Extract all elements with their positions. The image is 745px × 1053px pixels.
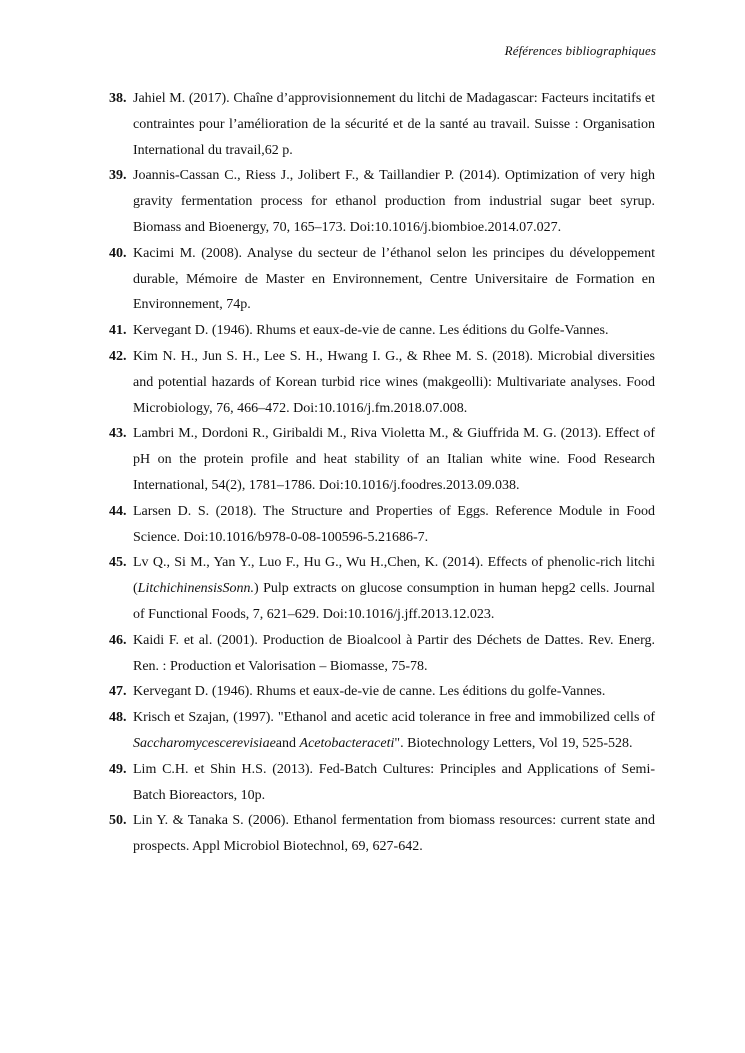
reference-list <box>108 86 655 860</box>
reference-text <box>133 710 655 751</box>
reference-number: 38. <box>109 91 127 106</box>
reference-number: 40. <box>109 245 127 261</box>
reference-number: 50. <box>109 813 127 829</box>
reference-text <box>133 349 655 416</box>
reference-text-segment: Kim N. H., Jun S. H., Lee S. H., Hwang I. G., & Rhee M. S. (2018). Microbial diversities and potential hazards of Korean turbid rice wines (makgeolli): Multivariate analyses. Food Microbiology, 76, 466–472. Doi:10.1016/j.fm.2018.07.008. <box>133 348 655 416</box>
reference-text-segment: ) Pulp extracts on glucose consumption in human hepg2 cells. Journal of Functional Foods, 7, 621–629. Doi:10.1016/j.jff.2013.12.023. <box>133 581 655 622</box>
reference-text <box>133 426 655 493</box>
reference-number: 46. <box>109 632 127 648</box>
reference-item <box>108 628 655 680</box>
reference-item <box>108 344 655 421</box>
reference-item <box>108 499 655 551</box>
reference-text-segment: Kacimi M. (2008). Analyse du secteur de l’éthanol selon les principes du développement durable, Mémoire de Master en Environnement, Centre Universitaire de Formation en Environnement, 74p. <box>133 245 655 313</box>
reference-italic-segment: LitchichinensisSonn. <box>137 581 254 597</box>
reference-text-segment: and <box>275 735 300 751</box>
reference-text-segment: Kaidi F. et al. (2001). Production de Bioalcool à Partir des Déchets de Dattes. Rev. Energ. Ren. : Production et Valorisation – Biomasse, 75-78. <box>133 632 655 674</box>
reference-text-segment: Joannis-Cassan C., Riess J., Jolibert F., & Taillandier P. (2014). Optimization of very high gravity fermentation process for ethanol production from industrial sugar beet syrup. Biomass and Bioenergy, 70, 165–173. Doi:10.1016/j.biombioe.2014.07.027. <box>133 168 655 235</box>
reference-item <box>108 86 655 163</box>
reference-text <box>133 504 655 545</box>
running-header: Références bibliographiques <box>504 43 656 58</box>
reference-item <box>108 421 655 498</box>
reference-text <box>133 555 655 622</box>
reference-text <box>133 762 655 803</box>
reference-number: 42. <box>109 348 127 364</box>
reference-text-segment: Lv Q., Si M., Yan Y., Luo F., Hu G., Wu H.,Chen, K. (2014). Effects of phenolic-rich litchi ( <box>133 555 655 597</box>
reference-italic-segment: Saccharomycescerevisiae <box>133 735 276 751</box>
reference-item <box>108 550 655 627</box>
reference-text <box>133 323 608 338</box>
reference-number: 49. <box>109 761 127 777</box>
reference-text-segment: Lin Y. & Tanaka S. (2006). Ethanol fermentation from biomass resources: current state and prospects. Appl Microbiol Biotechnol, 69, 627-642. <box>133 813 655 855</box>
reference-item <box>108 705 655 757</box>
reference-number: 47. <box>109 684 127 700</box>
reference-item <box>108 757 655 809</box>
reference-number: 44. <box>109 503 127 519</box>
reference-text-segment: Jahiel M. (2017). Chaîne d’approvisionnement du litchi de Madagascar: Facteurs incitatifs et contraintes pour l’amélioration de la sécurité et de la santé au travail. Suisse : Organisation International du travail,62 p. <box>133 91 655 158</box>
reference-item <box>108 808 655 860</box>
reference-item <box>108 241 655 318</box>
reference-item <box>108 318 655 344</box>
reference-text <box>133 633 655 674</box>
reference-number: 39. <box>109 168 127 184</box>
reference-number: 48. <box>109 710 127 726</box>
reference-text-segment: Kervegant D. (1946). Rhums et eaux-de-vie de canne. Les éditions du golfe-Vannes. <box>133 684 606 700</box>
reference-text-segment: Kervegant D. (1946). Rhums et eaux-de-vie de canne. Les éditions du Golfe-Vannes. <box>133 323 609 339</box>
reference-item <box>108 163 655 240</box>
reference-text <box>133 168 655 235</box>
reference-number: 41. <box>109 323 127 339</box>
reference-text-segment: Larsen D. S. (2018). The Structure and Properties of Eggs. Reference Module in Food Science. Doi:10.1016/b978-0-08-100596-5.21686-7. <box>133 503 655 545</box>
reference-text <box>133 684 605 699</box>
reference-text <box>133 813 655 854</box>
reference-item <box>108 679 655 705</box>
reference-text <box>133 246 655 313</box>
reference-text-segment: Lambri M., Dordoni R., Giribaldi M., Riva Violetta M., & Giuffrida M. G. (2013). Effect of pH on the protein profile and heat stability of an Italian white wine. Food Research International, 54(2), 1781–1786. Doi:10.1016/j.foodres.2013.09.038. <box>133 426 655 493</box>
reference-text <box>133 91 655 158</box>
reference-number: 45. <box>109 555 127 571</box>
reference-text-segment: Krisch et Szajan, (1997). "Ethanol and acetic acid tolerance in free and immobilized cells of <box>133 710 655 726</box>
reference-italic-segment: Acetobacteraceti <box>299 735 395 751</box>
reference-number: 43. <box>109 426 127 442</box>
reference-text-segment: Lim C.H. et Shin H.S. (2013). Fed-Batch Cultures: Principles and Applications of Semi-Batch Bioreactors, 10p. <box>133 761 655 803</box>
reference-text-segment: ". Biotechnology Letters, Vol 19, 525-528. <box>394 735 633 751</box>
